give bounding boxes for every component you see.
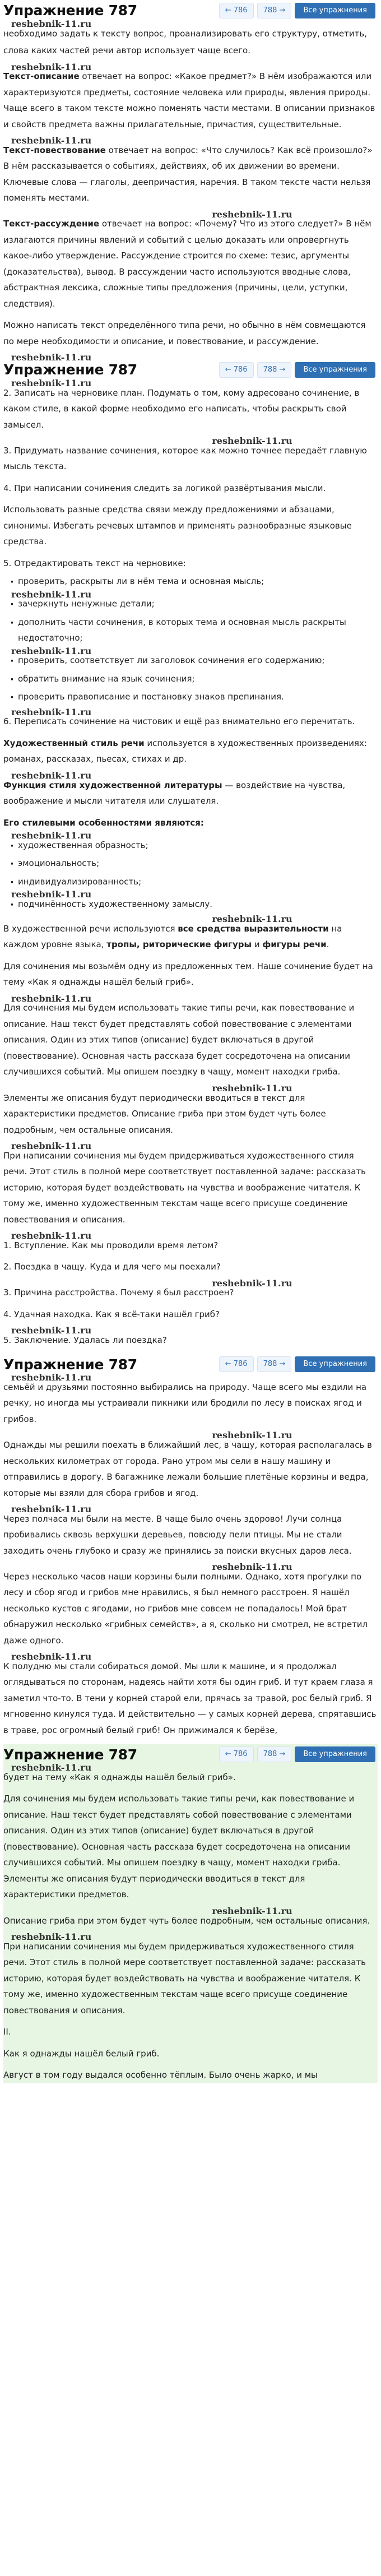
features-title-text: Его стилевыми особенностями являются:	[3, 817, 204, 828]
paragraph: семьёй и друзьями постоянно выбирались на природу. Чаще всего мы ездили на речку, но иногда мы устраивали пикники или бродили по лесу в поисках ягод и грибов.	[3, 1382, 367, 1424]
step-text: Использовать разные средства связи между предложениями и абзацами, синонимы. Избегать речевых штампов и применять разнообразные языковые средства.	[3, 504, 352, 547]
bold-text: тропы, риторические фигуры	[106, 939, 252, 950]
prev-exercise-button[interactable]: ← 786	[219, 3, 254, 18]
watermark: reshebnik-11.ru	[11, 1504, 92, 1515]
list-item: · обратить внимание на язык сочинения;	[3, 671, 378, 687]
next-exercise-button[interactable]: 788 →	[257, 1746, 292, 1762]
definition-text: используется в художественных произведениях: романах, рассказах, пьесах, стихах и др.	[3, 738, 367, 765]
watermark: reshebnik-11.ru	[11, 1651, 92, 1662]
page-title: Упражнение 787	[3, 2, 137, 19]
page-title: Упражнение 787	[3, 1356, 137, 1373]
plan-item: 1. Вступление. Как мы проводили время летом?	[3, 1240, 219, 1250]
exercise-nav	[219, 362, 375, 378]
step-text: 6. Переписать сочинение на чистовик и ещё раз внимательно его перечитать.	[3, 716, 355, 727]
edit-list	[3, 573, 378, 705]
paragraph: Через несколько часов наши корзины были полными. Однако, хотя прогулки по лесу и сбор ягод и грибов мне нравились, я был немного расстроен. Я нашёл несколько кустов с ягодами, но грибов мне совсем не попадалось! Мой брат обнаружил несколько «грибных семейств», а я, сколько ни смотрел, не встретил даже одного.	[3, 1571, 368, 1646]
paragraph: Описание гриба при этом будет чуть более подробным, чем остальные описания.	[3, 1915, 370, 1926]
watermark: reshebnik-11.ru	[11, 135, 92, 146]
watermark: reshebnik-11.ru	[11, 993, 92, 1004]
step-text: 5. Отредактировать текст на черновике:	[3, 558, 186, 568]
text-line: слова каких частей речи автор использует чаще всего.	[3, 45, 250, 56]
term: Функция стиля художественной литературы	[3, 780, 222, 790]
paragraph: Однажды мы решили поехать в ближайший лес, в чащу, которая располагалась в нескольких километрах от города. Рано утром мы сели в нашу машину и отправились в дорогу. В багажнике лежали большие плетёные корзины и ведра, которые мы взяли для сбора грибов и ягод.	[3, 1440, 372, 1498]
watermark: reshebnik-11.ru	[11, 18, 92, 29]
term: Текст-повествование	[3, 145, 106, 155]
term: Текст-описание	[3, 71, 80, 82]
watermark: reshebnik-11.ru	[11, 377, 92, 388]
bold-text: все средства выразительности	[178, 923, 329, 934]
watermark: reshebnik-11.ru	[212, 914, 292, 925]
text-run: на каждом уровне языка,	[3, 923, 342, 950]
list-item: · художественная образность;	[3, 837, 378, 854]
watermark: reshebnik-11.ru	[11, 1931, 92, 1943]
watermark: reshebnik-11.ru	[11, 352, 92, 363]
list-item: · индивидуализированность;	[3, 874, 378, 890]
exercise-nav	[219, 3, 375, 18]
paragraph: Август в том году выдался особенно тёплым. Было очень жарко, и мы	[3, 2070, 318, 2081]
exercise-nav	[219, 1746, 375, 1762]
watermark: reshebnik-11.ru	[11, 1325, 92, 1336]
term: Художественный стиль речи	[3, 738, 145, 748]
next-exercise-button[interactable]: 788 →	[257, 3, 292, 18]
watermark: reshebnik-11.ru	[11, 1230, 92, 1241]
section-5	[3, 1744, 378, 2083]
essay-title: Как я однажды нашёл белый гриб.	[3, 2048, 160, 2059]
definition-text: отвечает на вопрос: «Что случилось? Как всё произошло?» В нём рассказывается о событиях, действиях, об их движении во времени. Ключевые слова — глаголы, деепричастия, наречия. В таком тексте части нельзя поменять местами.	[3, 145, 373, 203]
paragraph-rassuzhdenie	[3, 216, 378, 312]
paragraph: Для сочинения мы будем использовать такие типы речи, как повествование и описание. Наш текст будет представлять собой повествование с элементами описания. Один из этих типов (описание) будет включаться в другой (повествование). Основная часть рассказа будет сосредоточена на описании случившихся событий. Мы опишем поездку в чащу, момент находки гриба.	[3, 1003, 355, 1077]
paragraph-function	[3, 777, 378, 809]
bold-text: фигуры речи	[262, 939, 327, 950]
paragraph: будет на тему «Как я однажды нашёл белый гриб».	[3, 1772, 236, 1782]
watermark: reshebnik-11.ru	[11, 589, 92, 600]
watermark: reshebnik-11.ru	[11, 706, 92, 717]
watermark: reshebnik-11.ru	[11, 770, 92, 781]
all-exercises-button[interactable]: Все упражнения	[295, 3, 375, 18]
section-4	[3, 1354, 378, 1738]
watermark: reshebnik-11.ru	[11, 830, 92, 841]
watermark: reshebnik-11.ru	[212, 435, 292, 447]
features-title	[3, 815, 378, 831]
page-title: Упражнение 787	[3, 1746, 137, 1763]
watermark: reshebnik-11.ru	[11, 1762, 92, 1773]
list-item: · дополнить части сочинения, в которых тема и основная мысль раскрыты недостаточно;	[3, 614, 378, 646]
next-exercise-button[interactable]: 788 →	[257, 1356, 292, 1372]
all-exercises-button[interactable]: Все упражнения	[295, 362, 375, 378]
text-run: .	[326, 939, 329, 950]
all-exercises-button[interactable]: Все упражнения	[295, 1356, 375, 1372]
list-item: · эмоциональность;	[3, 855, 378, 872]
plan-item: 2. Поездка в чащу. Куда и для чего мы поехали?	[3, 1262, 221, 1272]
watermark: reshebnik-11.ru	[212, 1277, 292, 1289]
list-item: · зачеркнуть ненужные детали;	[3, 596, 378, 612]
plan-item: 5. Заключение. Удалась ли поездка?	[3, 1335, 167, 1345]
features-list	[3, 831, 378, 912]
text-run: В художественной речи используются	[3, 923, 178, 934]
page-title: Упражнение 787	[3, 362, 137, 378]
prev-exercise-button[interactable]: ← 786	[219, 1356, 254, 1372]
list-item: · подчинённость художественному замыслу.	[3, 896, 378, 912]
watermark: reshebnik-11.ru	[11, 889, 92, 900]
list-item: · проверить, соответствует ли заголовок сочинения его содержанию;	[3, 652, 378, 669]
paragraph-povestvovanie	[3, 142, 378, 206]
watermark: reshebnik-11.ru	[11, 1141, 92, 1151]
step-text: 3. Придумать название сочинения, которое как можно точнее передаёт главную мысль текста.	[3, 445, 367, 472]
watermark: reshebnik-11.ru	[212, 1430, 292, 1441]
step-text: 2. Записать на черновике план. Подумать о том, кому адресовано сочинение, в каком стиле, в какой форме необходимо его написать, чтобы раскрыть свой замысел.	[3, 387, 360, 430]
paragraph: При написании сочинения мы будем придерживаться художественного стиля речи. Этот стиль в полной мере соответствует поставленной задаче: рассказать историю, которая будет воздействовать на чувства и воображение читателя. К тому же, именно художественным текстам чаще всего присуще соединение повествования и описания.	[3, 1941, 366, 2016]
paragraph-closing: Можно написать текст определённого типа речи, но обычно в нём совмещаются по мере необходимости и описание, и повествование, и рассуждение.	[3, 320, 366, 346]
watermark: reshebnik-11.ru	[212, 1562, 292, 1573]
term: Текст-рассуждение	[3, 219, 100, 229]
watermark: reshebnik-11.ru	[11, 1372, 92, 1383]
paragraph: Для сочинения мы возьмём одну из предложенных тем. Наше сочинение будет на тему «Как я однажды нашёл белый гриб».	[3, 961, 373, 988]
watermark: reshebnik-11.ru	[212, 209, 292, 220]
definition-text: отвечает на вопрос: «Какое предмет?» В нём изображаются или характеризуются предметы, состояние человека или природы, явления природы. Чаще всего в таком тексте можно поменять части местами. В описании признаков и свойств предмета важны прилагательные, причастия, существительные.	[3, 71, 375, 129]
list-item: · проверить правописание и постановку знаков препинания.	[3, 689, 378, 705]
paragraph: Через полчаса мы были на месте. В чаще было очень здорово! Лучи солнца пробивались сквозь верхушки деревьев, повсюду пели птицы. Мы не стали заходить очень глубоко и сразу же принялись за поиски вкусных даров леса.	[3, 1513, 352, 1556]
section-2	[3, 359, 378, 912]
paragraph: Для сочинения мы будем использовать такие типы речи, как повествование и описание. Наш текст будет представлять собой повествование с элементами описания. Один из этих типов (описание) будет включаться в другой (повествование). Основная часть рассказа будет сосредоточена на описании случившихся событий. Мы опишем поездку в чащу, момент находки гриба. Элементы же описания будут периодически вводиться в текст для характеристики предметов.	[3, 1794, 355, 1900]
text-line: необходимо задать к тексту вопрос, проанализировать его структуру, отметить,	[3, 28, 367, 39]
paragraph: К полудню мы стали собираться домой. Мы шли к машине, и я продолжал оглядываться по сторонам, надеясь найти хотя бы один гриб. И тут краем глаза я заметил что-то. В тени у корней старой ели, прячась за травой, рос белый гриб. Я мгновенно кинулся туда. И действительно — у самых корней дерева, спрятавшись в траве, рос огромный белый гриб! Он прижимался к берёзе,	[3, 1661, 377, 1735]
text-run: и	[252, 939, 263, 950]
paragraph: Элементы же описания будут периодически вводиться в текст для характеристики предметов. Описание гриба при этом будет чуть более подробным, чем остальные описания.	[3, 1092, 326, 1135]
prev-exercise-button[interactable]: ← 786	[219, 1746, 254, 1762]
paragraph-intro	[3, 921, 378, 953]
watermark: reshebnik-11.ru	[11, 61, 92, 72]
plan-item: 3. Причина расстройства. Почему я был расстроен?	[3, 1287, 234, 1298]
paragraph: При написании сочинения мы будем придерживаться художественного стиля речи. Этот стиль в полной мере соответствует поставленной задаче: рассказать историю, которая будет воздействовать на чувства и воображение читателя. К тому же, именно художественным текстам чаще всего присуще соединение повествования и описания.	[3, 1150, 366, 1225]
section-3	[3, 914, 378, 1348]
section-1	[3, 0, 378, 363]
exercise-nav	[219, 1356, 375, 1372]
prev-exercise-button[interactable]: ← 786	[219, 362, 254, 378]
paragraph-opisanie	[3, 68, 378, 132]
watermark: reshebnik-11.ru	[212, 1082, 292, 1094]
plan-item: 4. Удачная находка. Как я всё-таки нашёл гриб?	[3, 1309, 220, 1319]
definition-text: — воздействие на чувства, воображение и мысли читателя или слушателя.	[3, 780, 346, 807]
watermark: reshebnik-11.ru	[212, 1905, 292, 1916]
list-item: · проверить, раскрыты ли в нём тема и основная мысль;	[3, 573, 378, 590]
definition-text: отвечает на вопрос: «Почему? Что из этого следует?» В нём излагаются причины явлений и событий с целью доказать или опровергнуть какое-либо утверждение. Рассуждение строится по схеме: тезис, аргументы (доказательства), вывод. В рассуждении часто используются вводные слова, абстрактная лексика, сложные типы предложения (причины, цели, уступки, следствия).	[3, 219, 371, 309]
all-exercises-button[interactable]: Все упражнения	[295, 1746, 375, 1762]
watermark: reshebnik-11.ru	[11, 645, 92, 656]
section-numeral: II.	[3, 2027, 11, 2037]
next-exercise-button[interactable]: 788 →	[257, 362, 292, 378]
paragraph-art-style	[3, 735, 378, 767]
step-text: 4. При написании сочинения следить за логикой развёртывания мысли.	[3, 483, 326, 493]
